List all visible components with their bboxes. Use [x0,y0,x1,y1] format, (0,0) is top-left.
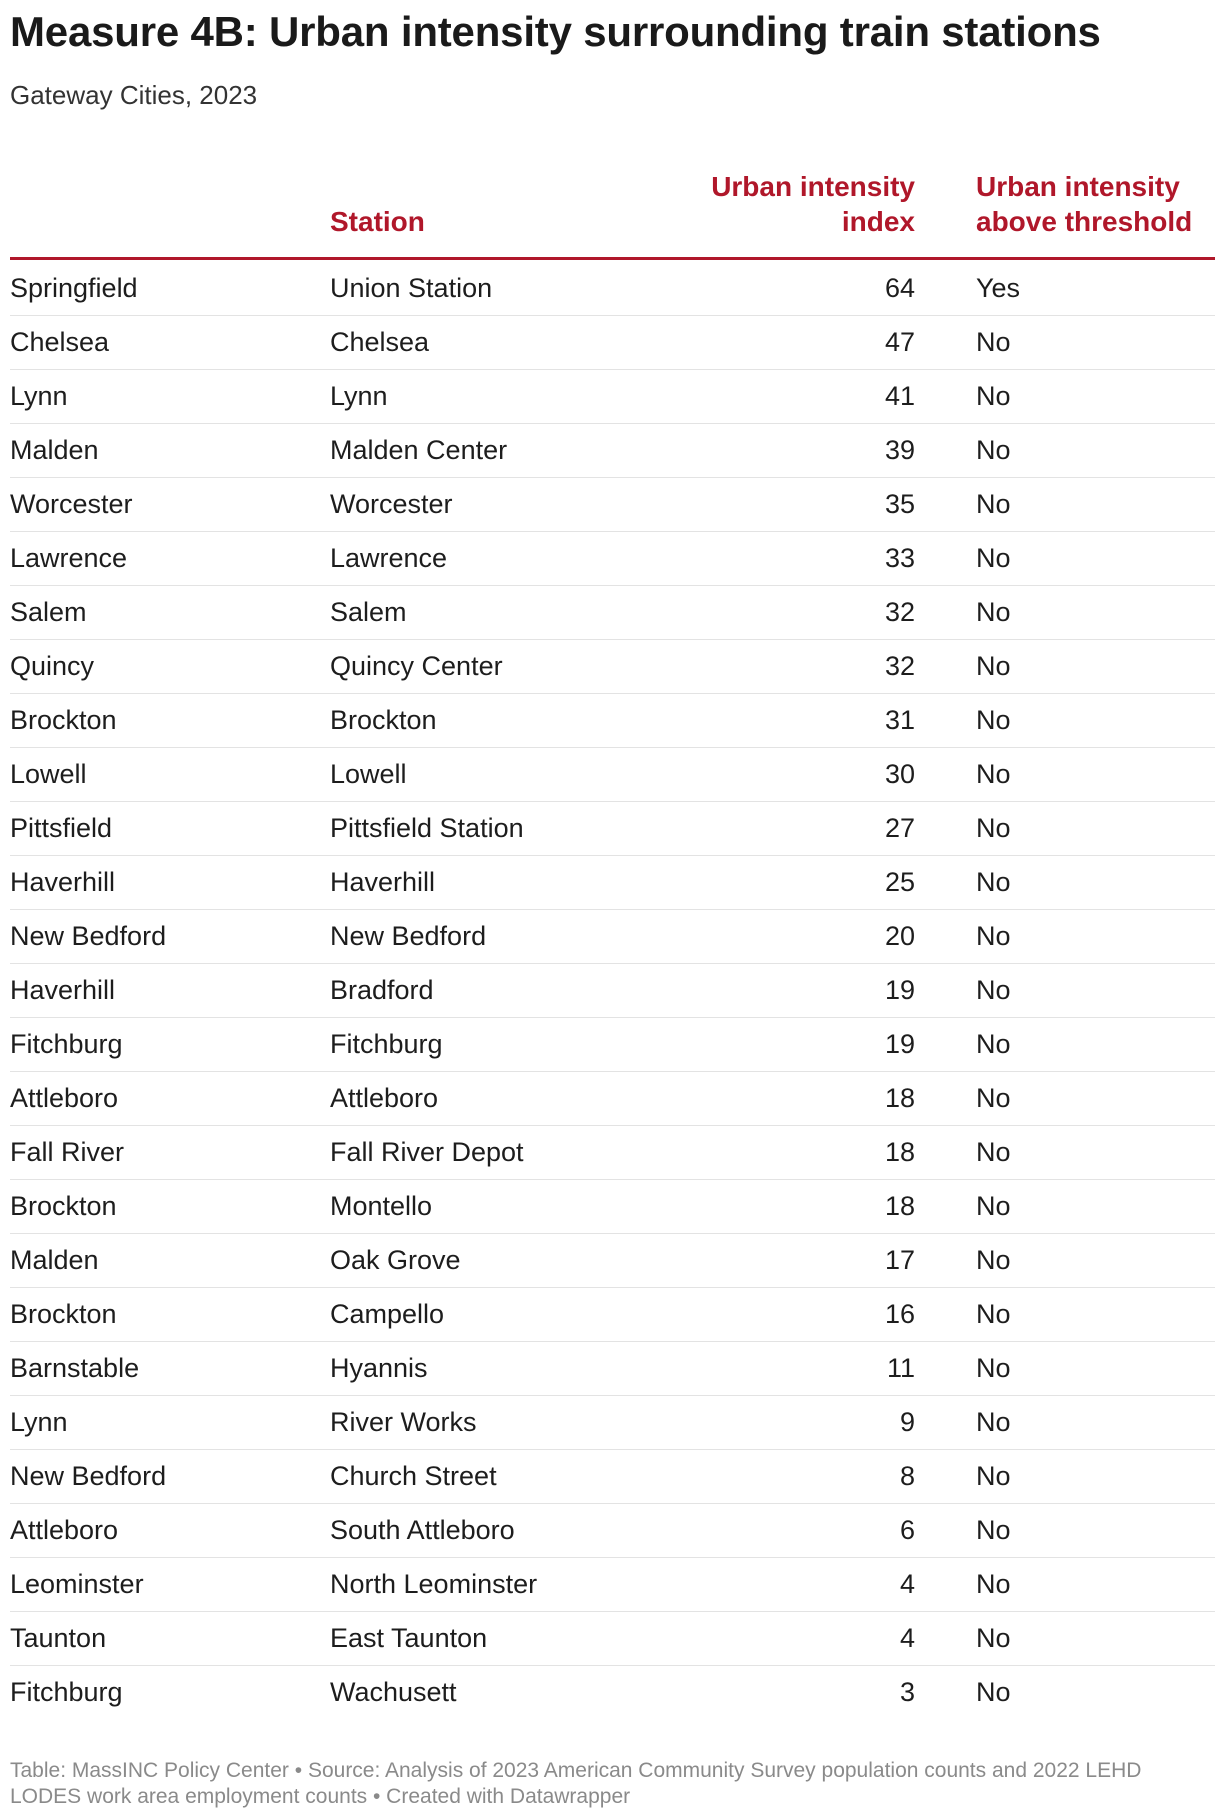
cell-index: 32 [884,651,915,681]
column-header-station [330,204,425,239]
cell-station: Bradford [330,975,434,1005]
table-row [10,856,1215,910]
table-row [10,1126,1215,1180]
cell-city: Taunton [10,1623,107,1653]
cell-index: 6 [899,1515,915,1545]
cell-city: Fitchburg [10,1677,123,1707]
cell-above-threshold: No [976,1569,1011,1599]
cell-station: Wachusett [330,1677,457,1707]
table-row [10,1450,1215,1504]
cell-above-threshold: No [976,327,1011,357]
table-row [10,1180,1215,1234]
cell-city: Worcester [10,489,133,519]
cell-city: Lynn [10,1407,68,1437]
cell-station: River Works [330,1407,477,1437]
column-header-index-line2: index [841,206,915,237]
cell-above-threshold: No [976,381,1011,411]
cell-station: Fitchburg [330,1029,443,1059]
cell-above-threshold: No [976,921,1011,951]
cell-index: 64 [884,273,915,303]
cell-index: 3 [899,1677,915,1707]
cell-above-threshold: No [976,1407,1011,1437]
cell-above-threshold: No [976,1245,1011,1275]
cell-city: Attleboro [10,1083,119,1113]
cell-station: New Bedford [330,921,487,951]
cell-index: 4 [899,1623,915,1653]
cell-index: 9 [899,1407,915,1437]
chart-subtitle: Gateway Cities, 2023 [10,80,258,110]
cell-station: Campello [330,1299,445,1329]
column-header-station-label: Station [330,206,425,237]
cell-station: Fall River Depot [330,1137,524,1167]
cell-index: 31 [884,705,915,735]
cell-above-threshold: No [976,867,1011,897]
cell-index: 18 [884,1191,915,1221]
cell-city: Barnstable [10,1353,140,1383]
column-header-threshold-line1: Urban intensity [976,171,1180,202]
table-row [10,964,1215,1018]
cell-station: Lawrence [330,543,448,573]
table-row [10,910,1215,964]
table-row [10,748,1215,802]
cell-station: Lowell [330,759,407,789]
cell-city: Pittsfield [10,813,113,843]
cell-station: Haverhill [330,867,436,897]
table-row [10,424,1215,478]
cell-above-threshold: No [976,1353,1011,1383]
cell-index: 39 [884,435,915,465]
table-row [10,1288,1215,1342]
table-row [10,370,1215,424]
table-row [10,316,1215,370]
cell-station: Oak Grove [330,1245,461,1275]
cell-station: East Taunton [330,1623,488,1653]
column-header-index-line1: Urban intensity [711,171,915,202]
cell-station: Lynn [330,381,388,411]
cell-above-threshold: No [976,975,1011,1005]
cell-city: New Bedford [10,921,167,951]
cell-index: 4 [899,1569,915,1599]
table-header [10,165,1215,260]
cell-above-threshold: No [976,1029,1011,1059]
cell-station: Worcester [330,489,453,519]
cell-index: 11 [886,1353,915,1383]
cell-city: New Bedford [10,1461,167,1491]
cell-above-threshold: No [976,651,1011,681]
cell-index: 17 [884,1245,915,1275]
cell-city: Malden [10,1245,99,1275]
cell-index: 32 [884,597,915,627]
table-row [10,640,1215,694]
chart-title: Measure 4B: Urban intensity surrounding train stations [10,8,1101,55]
cell-above-threshold: No [976,1137,1011,1167]
cell-station: North Leominster [330,1569,538,1599]
table-row [10,532,1215,586]
cell-city: Fitchburg [10,1029,123,1059]
table-row [10,478,1215,532]
cell-index: 19 [884,1029,915,1059]
cell-index: 27 [884,813,915,843]
table-row [10,586,1215,640]
cell-index: 16 [884,1299,915,1329]
cell-above-threshold: Yes [976,273,1021,303]
cell-city: Lowell [10,759,87,789]
cell-station: Quincy Center [330,651,503,681]
cell-above-threshold: No [976,813,1011,843]
cell-city: Haverhill [10,867,116,897]
cell-city: Attleboro [10,1515,119,1545]
cell-city: Brockton [10,705,117,735]
cell-above-threshold: No [976,435,1011,465]
cell-station: South Attleboro [330,1515,515,1545]
cell-index: 19 [884,975,915,1005]
cell-index: 35 [884,489,915,519]
table-row [10,1018,1215,1072]
cell-city: Leominster [10,1569,144,1599]
table-row [10,1342,1215,1396]
cell-city: Quincy [10,651,95,681]
cell-city: Lynn [10,381,68,411]
cell-station: Pittsfield Station [330,813,524,843]
cell-above-threshold: No [976,705,1011,735]
cell-index: 8 [899,1461,915,1491]
cell-index: 30 [884,759,915,789]
cell-city: Lawrence [10,543,128,573]
table-body [10,262,1215,1719]
table-row [10,802,1215,856]
cell-station: Attleboro [330,1083,439,1113]
cell-above-threshold: No [976,1461,1011,1491]
cell-station: Salem [330,597,407,627]
table-footer: Table: MassINC Policy Center • Source: Analysis of 2023 American Community Survey population counts and 2022 LEHD LODES work area employment counts • Created with Datawrapper [10,1759,1142,1808]
cell-above-threshold: No [976,489,1011,519]
table-row [10,1612,1215,1666]
cell-city: Haverhill [10,975,116,1005]
cell-above-threshold: No [976,1515,1011,1545]
cell-station: Church Street [330,1461,497,1491]
cell-city: Chelsea [10,327,110,357]
table-row [10,1234,1215,1288]
cell-index: 20 [884,921,915,951]
cell-city: Fall River [10,1137,125,1167]
cell-above-threshold: No [976,1623,1011,1653]
cell-above-threshold: No [976,597,1011,627]
cell-above-threshold: No [976,1677,1011,1707]
cell-city: Malden [10,435,99,465]
cell-station: Malden Center [330,435,508,465]
cell-city: Brockton [10,1191,117,1221]
cell-index: 47 [884,327,915,357]
cell-above-threshold: No [976,1299,1011,1329]
cell-station: Hyannis [330,1353,428,1383]
cell-station: Union Station [330,273,493,303]
table-row [10,1558,1215,1612]
cell-index: 41 [884,381,915,411]
cell-index: 18 [884,1083,915,1113]
column-header-index [711,169,915,239]
cell-station: Brockton [330,705,437,735]
table-row [10,1666,1215,1719]
cell-city: Springfield [10,273,138,303]
table-row [10,1072,1215,1126]
table-row [10,1396,1215,1450]
cell-index: 18 [884,1137,915,1167]
cell-index: 33 [884,543,915,573]
column-header-threshold [976,169,1192,239]
cell-city: Salem [10,597,87,627]
cell-above-threshold: No [976,759,1011,789]
column-header-threshold-line2: above threshold [976,206,1193,237]
table-row [10,1504,1215,1558]
cell-station: Montello [330,1191,433,1221]
cell-above-threshold: No [976,1191,1011,1221]
table-row [10,262,1215,316]
table-row [10,694,1215,748]
cell-above-threshold: No [976,543,1011,573]
cell-above-threshold: No [976,1083,1011,1113]
cell-station: Chelsea [330,327,430,357]
cell-city: Brockton [10,1299,117,1329]
cell-index: 25 [884,867,915,897]
